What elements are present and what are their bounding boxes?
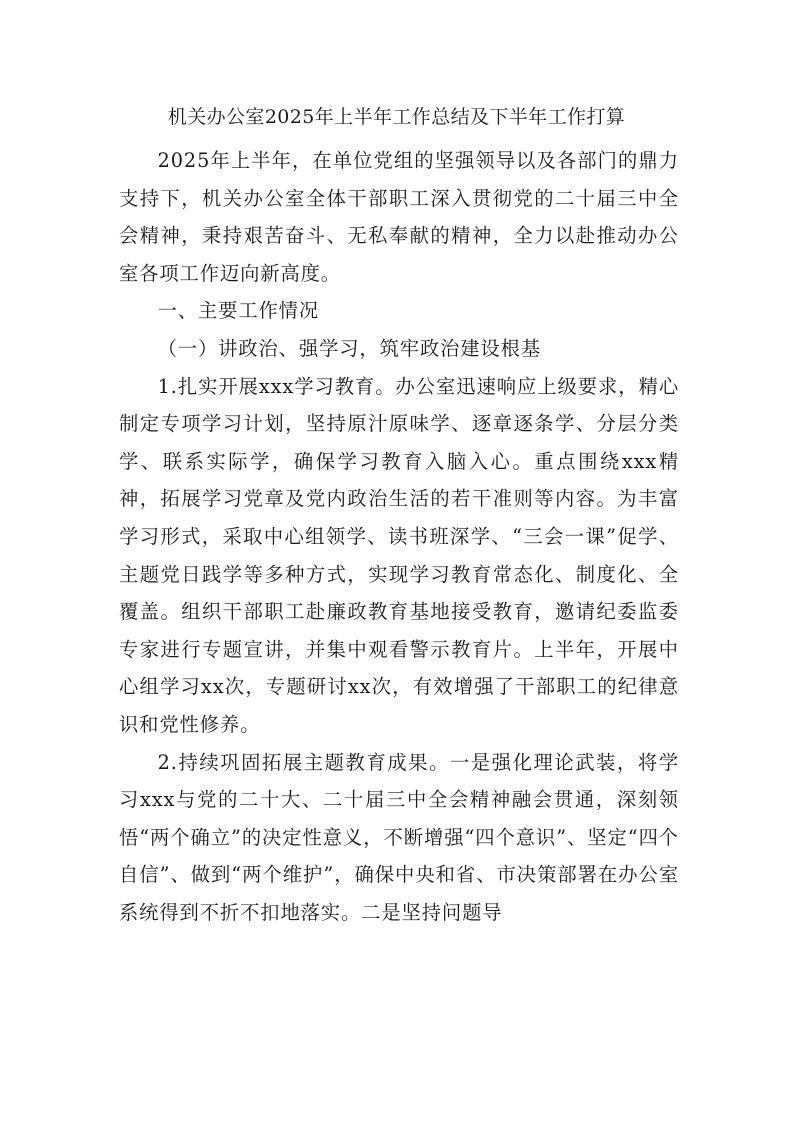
document-body: [119, 142, 679, 931]
section-heading: 一、主要工作情况: [157, 299, 320, 323]
subsection-heading: （一）讲政治、强学习，筑牢政治建设根基: [157, 336, 542, 360]
body-paragraph-1: 1.扎实开展xxx学习教育。办公室迅速响应上级要求，精心制定专项学习计划，坚持原汁原味学、逐章逐条学、分层分类学、联系实际学，确保学习教育入脑入心。重点围绕xxx精神，拓展学习党章及党内政治生活的若干准则等内容。为丰富学习形式，采取中心组领学、读书班深学、“三会一课”促学、主题党日践学等多种方式，实现学习教育常态化、制度化、全覆盖。组织干部职工赴廉政教育基地接受教育，邀请纪委监委专家进行专题宣讲，并集中观看警示教育片。上半年，开展中心组学习xx次，专题研讨xx次，有效增强了干部职工的纪律意识和党性修养。: [119, 374, 679, 736]
body-paragraph-2: 2.持续巩固拓展主题教育成果。一是强化理论武装，将学习xxx与党的二十大、二十届三中全会精神融会贯通，深刻领悟“两个确立”的决定性意义，不断增强“四个意识”、坚定“四个自信”、做到“两个维护”，确保中央和省、市决策部署在办公室系统得到不折不扣地落实。二是坚持问题导: [119, 750, 679, 924]
intro-paragraph: 2025年上半年，在单位党组的坚强领导以及各部门的鼎力支持下，机关办公室全体干部职工深入贯彻党的二十届三中全会精神，秉持艰苦奋斗、无私奉献的精神，全力以赴推动办公室各项工作迈向新高度。: [119, 149, 679, 285]
document-title: 机关办公室2025年上半年工作总结及下半年工作打算: [167, 106, 626, 128]
